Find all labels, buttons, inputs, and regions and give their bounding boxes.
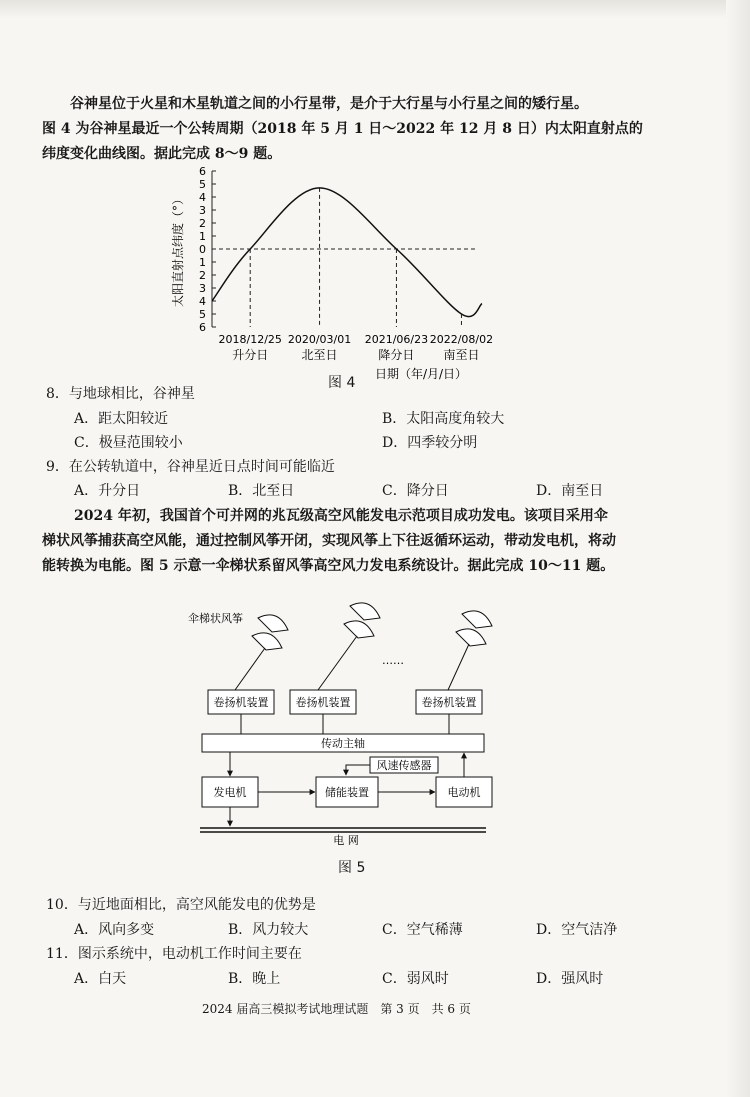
y-tick-label: 6 xyxy=(199,165,206,178)
y-tick-label: 3 xyxy=(199,282,206,295)
kite-label: 伞梯状风筝 xyxy=(188,612,243,625)
intro1-line1: 谷神星位于火星和木星轨道之间的小行星带，是介于大行星与小行星之间的矮行星。 xyxy=(70,96,588,112)
q8-option-a[interactable]: A．距太阳较近 xyxy=(74,411,169,427)
x-tick-date: 2022/08/02 xyxy=(429,333,494,346)
y-tick-label: 3 xyxy=(199,204,206,217)
q8-option-d[interactable]: D．四季较分明 xyxy=(382,435,478,451)
q11-option-b[interactable]: B．晚上 xyxy=(228,971,281,987)
q9-stem: 9．在公转轨道中，谷神星近日点时间可能临近 xyxy=(46,459,335,475)
x-tick-event: 南至日 xyxy=(443,348,480,362)
q10-option-b[interactable]: B．风力较大 xyxy=(228,922,309,938)
ellipsis: …… xyxy=(382,654,404,667)
q10-option-c[interactable]: C．空气稀薄 xyxy=(382,922,463,938)
generator-label: 发电机 xyxy=(213,786,247,799)
y-tick-label: 0 xyxy=(199,243,206,256)
sensor-label: 风速传感器 xyxy=(376,759,432,772)
x-tick-event: 北至日 xyxy=(301,348,338,362)
q8-stem: 8．与地球相比，谷神星 xyxy=(46,386,195,402)
shaft-label: 传动主轴 xyxy=(321,737,365,750)
kite-1-icon xyxy=(235,615,288,690)
scan-shadow-right xyxy=(726,0,750,1097)
x-tick-event: 降分日 xyxy=(378,348,415,362)
intro2-line1: 2024 年初，我国首个可并网的兆瓦级高空风能发电示范项目成功发电。该项目采用伞 xyxy=(74,508,608,524)
y-tick-label: 6 xyxy=(199,321,206,334)
q8-option-b[interactable]: B．太阳高度角较大 xyxy=(382,411,505,427)
q11-option-d[interactable]: D．强风时 xyxy=(536,971,604,987)
winch-label-3: 卷扬机装置 xyxy=(421,696,477,709)
x-axis-label: 日期（年/月/日） xyxy=(374,367,468,380)
q10-option-a[interactable]: A．风向多变 xyxy=(74,922,155,938)
latitude-curve xyxy=(212,188,482,317)
winch-label-1: 卷扬机装置 xyxy=(213,696,269,709)
q9-option-b[interactable]: B．北至日 xyxy=(228,483,295,499)
q11-option-c[interactable]: C．弱风时 xyxy=(382,971,449,987)
q10-stem: 10．与近地面相比，高空风能发电的优势是 xyxy=(46,897,316,913)
y-tick-label: 4 xyxy=(199,295,206,308)
intro1-line3: 纬度变化曲线图。据此完成 8～9 题。 xyxy=(42,146,282,162)
scan-shadow-top xyxy=(0,0,750,18)
y-tick-label: 5 xyxy=(199,308,206,321)
x-tick-event: 升分日 xyxy=(232,348,269,362)
winch-label-2: 卷扬机装置 xyxy=(295,696,351,709)
figure4-chart xyxy=(160,160,540,380)
x-tick-date: 2021/06/23 xyxy=(364,333,429,346)
x-axis-labels xyxy=(219,333,494,362)
figure5-diagram xyxy=(180,590,520,845)
q10-option-d[interactable]: D．空气洁净 xyxy=(536,922,618,938)
y-tick-label: 5 xyxy=(199,178,206,191)
sensor-arrow xyxy=(346,765,370,775)
y-tick-label: 2 xyxy=(199,269,206,282)
page-footer: 2024 届高三模拟考试地理试题 第 3 页 共 6 页 xyxy=(202,1002,471,1016)
x-tick-date: 2018/12/25 xyxy=(218,333,282,346)
q11-stem: 11．图示系统中，电动机工作时间主要在 xyxy=(46,946,302,962)
x-tick-date: 2020/03/01 xyxy=(287,333,352,346)
y-tick-label: 1 xyxy=(199,256,206,269)
motor-label: 电动机 xyxy=(447,786,481,799)
kite-3-icon xyxy=(448,611,492,690)
q11-option-a[interactable]: A．白天 xyxy=(74,971,127,987)
q9-option-c[interactable]: C．降分日 xyxy=(382,483,449,499)
y-tick-label: 1 xyxy=(199,230,206,243)
q9-option-a[interactable]: A．升分日 xyxy=(74,483,141,499)
intro2-line2: 梯状风筝捕获高空风能，通过控制风筝开闭，实现风筝上下往返循环运动，带动发电机，将动 xyxy=(42,533,616,549)
intro2-line3: 能转换为电能。图 5 示意一伞梯状系留风筝高空风力发电系统设计。据此完成 10～11 题。 xyxy=(42,558,615,574)
figure5-caption: 图 5 xyxy=(338,860,366,876)
q8-option-c[interactable]: C．极昼范围较小 xyxy=(74,435,183,451)
figure4-caption: 图 4 xyxy=(328,375,356,391)
y-axis-label: 太阳直射点纬度（°） xyxy=(171,192,185,308)
y-tick-label: 2 xyxy=(199,217,206,230)
y-tick-label: 4 xyxy=(199,191,206,204)
q9-option-d[interactable]: D．南至日 xyxy=(536,483,604,499)
grid-label: 电 网 xyxy=(333,834,359,845)
storage-label: 储能装置 xyxy=(325,786,369,799)
kite-2-icon xyxy=(318,603,380,690)
intro1-line2: 图 4 为谷神星最近一个公转周期（2018 年 5 月 1 日～2022 年 12 月 8 日）内太阳直射点的 xyxy=(42,121,643,137)
